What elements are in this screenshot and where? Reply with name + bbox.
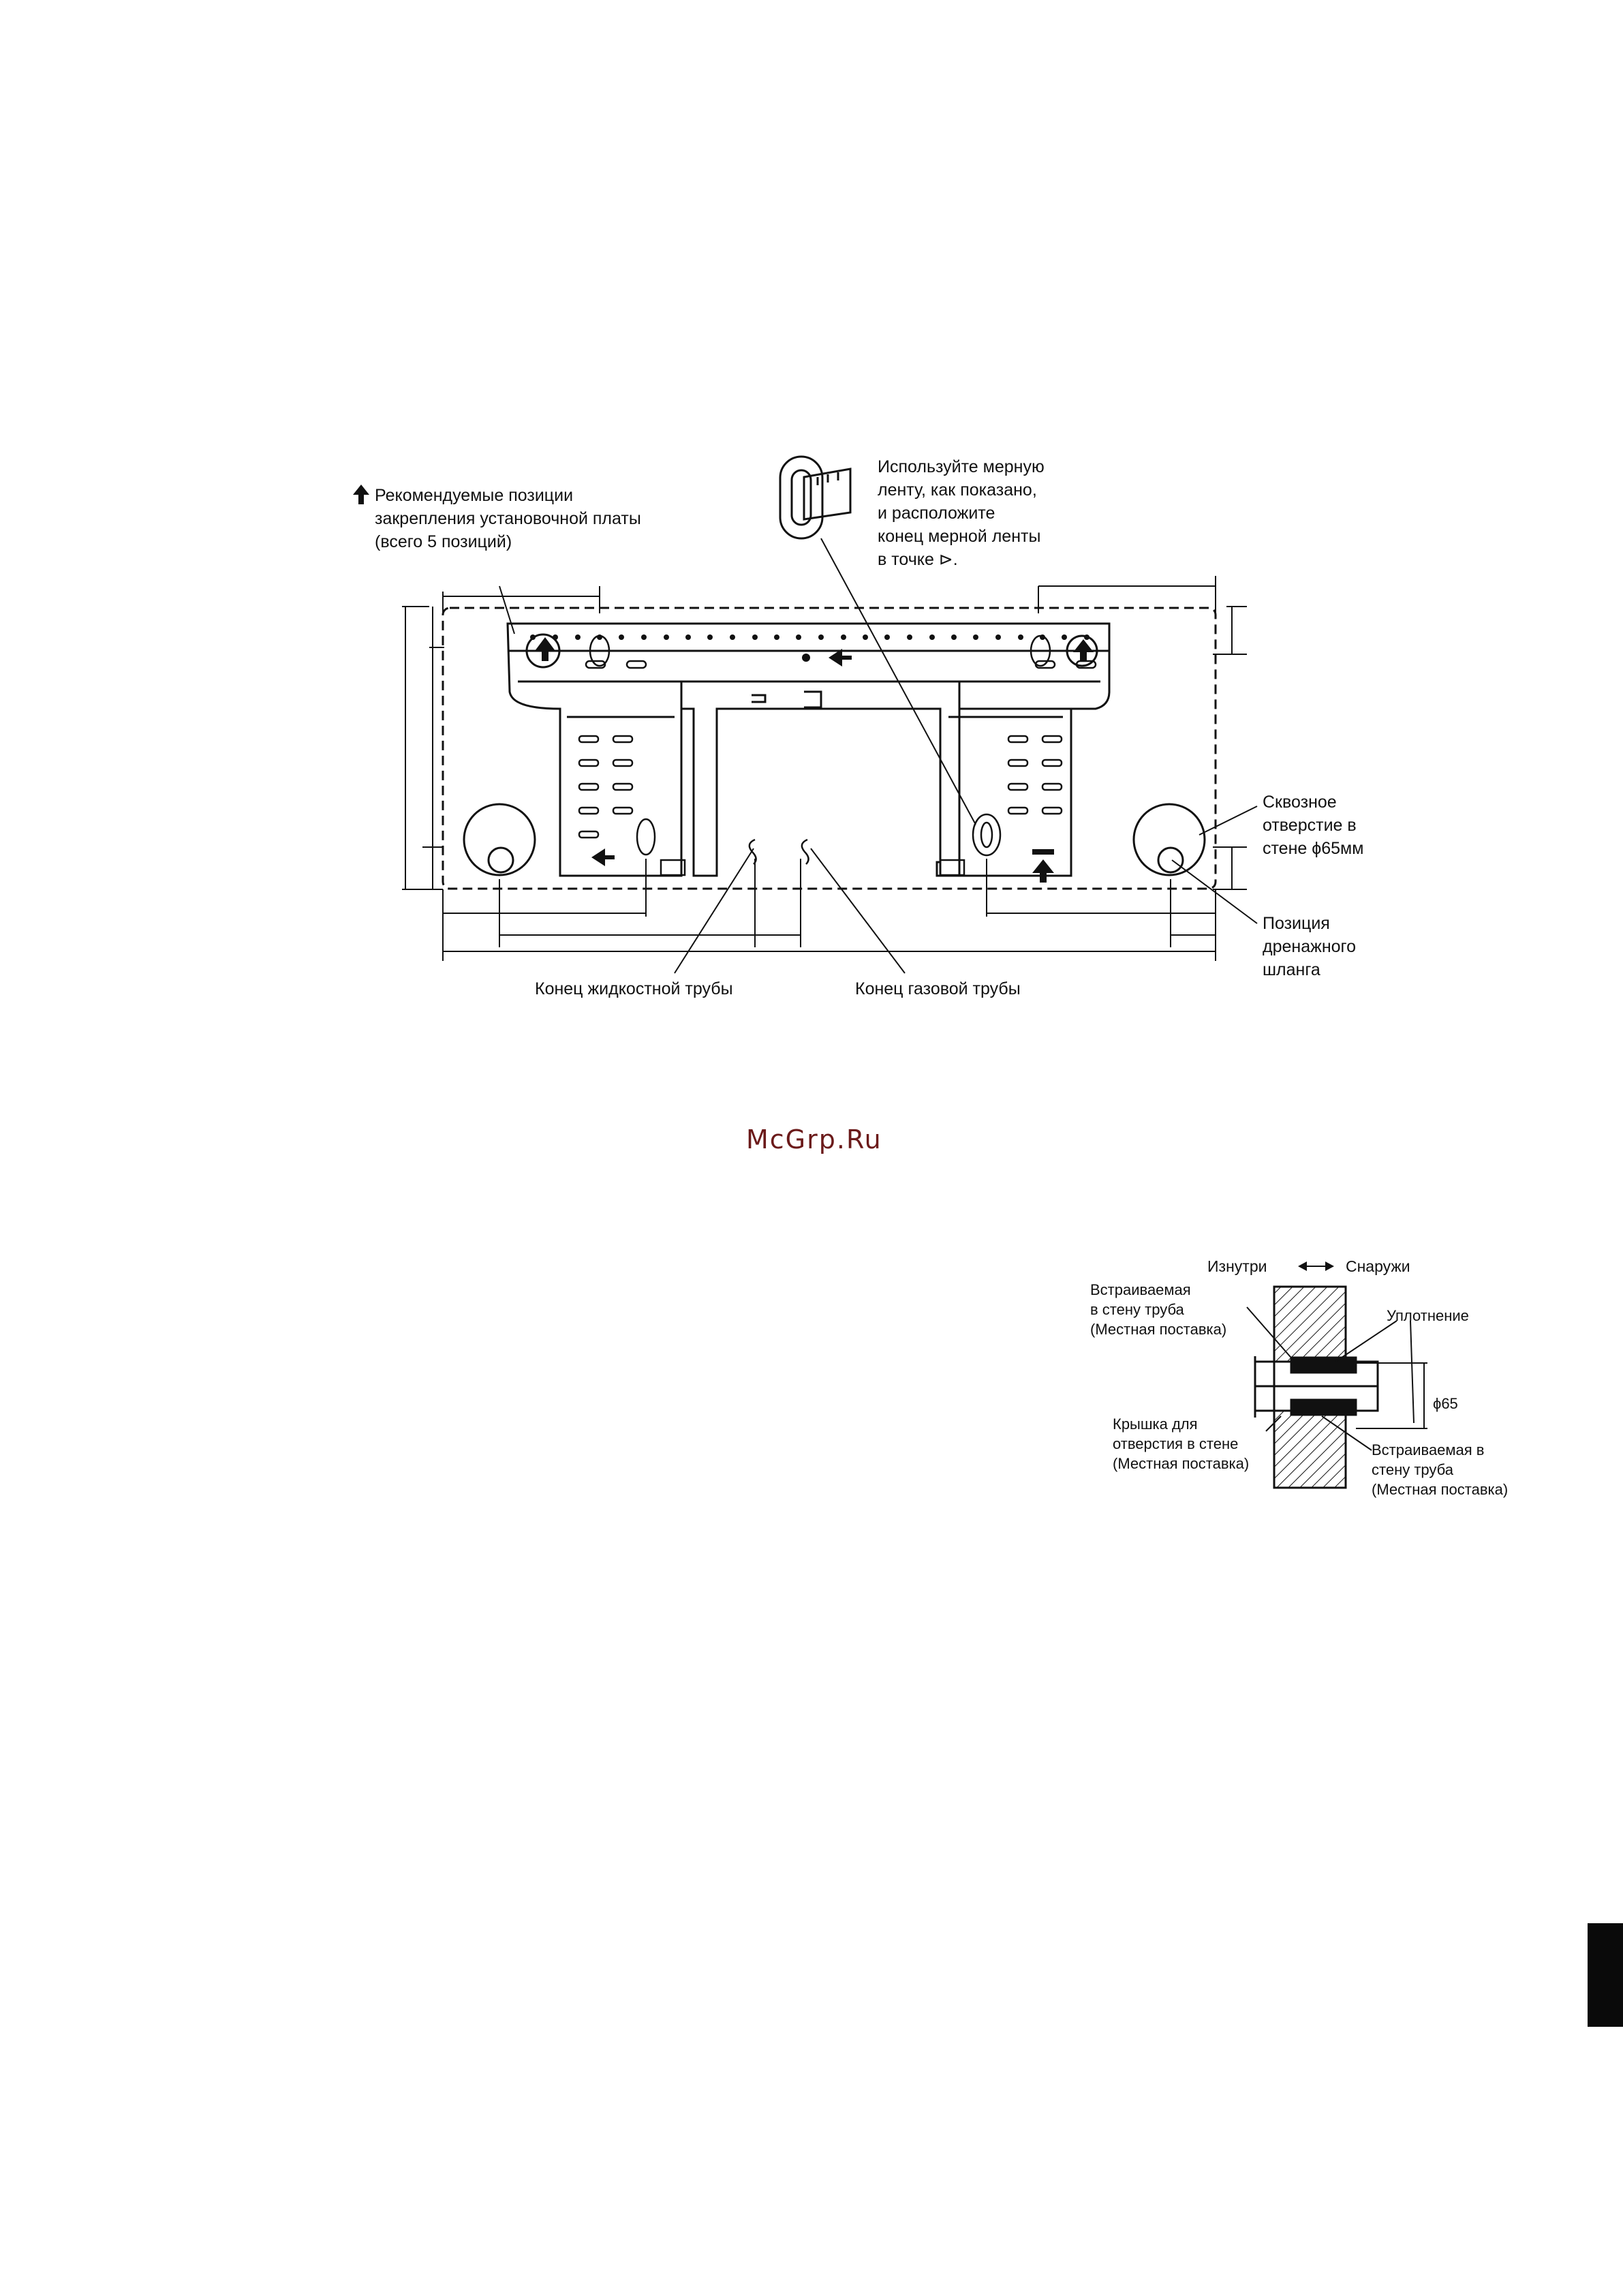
section-tab [1588,1923,1623,2027]
seal-label: Уплотнение [1387,1307,1469,1324]
hole-cover-label: Крышка для отверстия в стене (Местная поставка) [1113,1415,1250,1472]
outside-label: Снаружи [1346,1257,1410,1275]
embedded-pipe-bottom-label: Встраиваемая в стену труба (Местная поставка) [1372,1441,1509,1498]
gas-pipe-label: Конец газовой трубы [855,979,1021,998]
wall-hole-label: Сквозное отверстие в стене ϕ65мм [1263,793,1364,858]
diameter-label: ϕ65 [1433,1395,1458,1412]
inside-label: Изнутри [1207,1257,1267,1275]
recommended-positions-label: Рекомендуемые позиции закрепления установочной платы (всего 5 позиций) [375,486,641,551]
watermark: McGrp.Ru [746,1124,882,1154]
drain-hose-label: Позиция дренажного шланга [1263,914,1357,979]
tape-instruction-label: Используйте мерную ленту, как показано, и расположите конец мерной ленты в точке ⊳. [878,457,1045,569]
liquid-pipe-label: Конец жидкостной трубы [535,979,733,998]
embedded-pipe-top-label: Встраиваемая в стену труба (Местная поставка) [1090,1281,1227,1338]
